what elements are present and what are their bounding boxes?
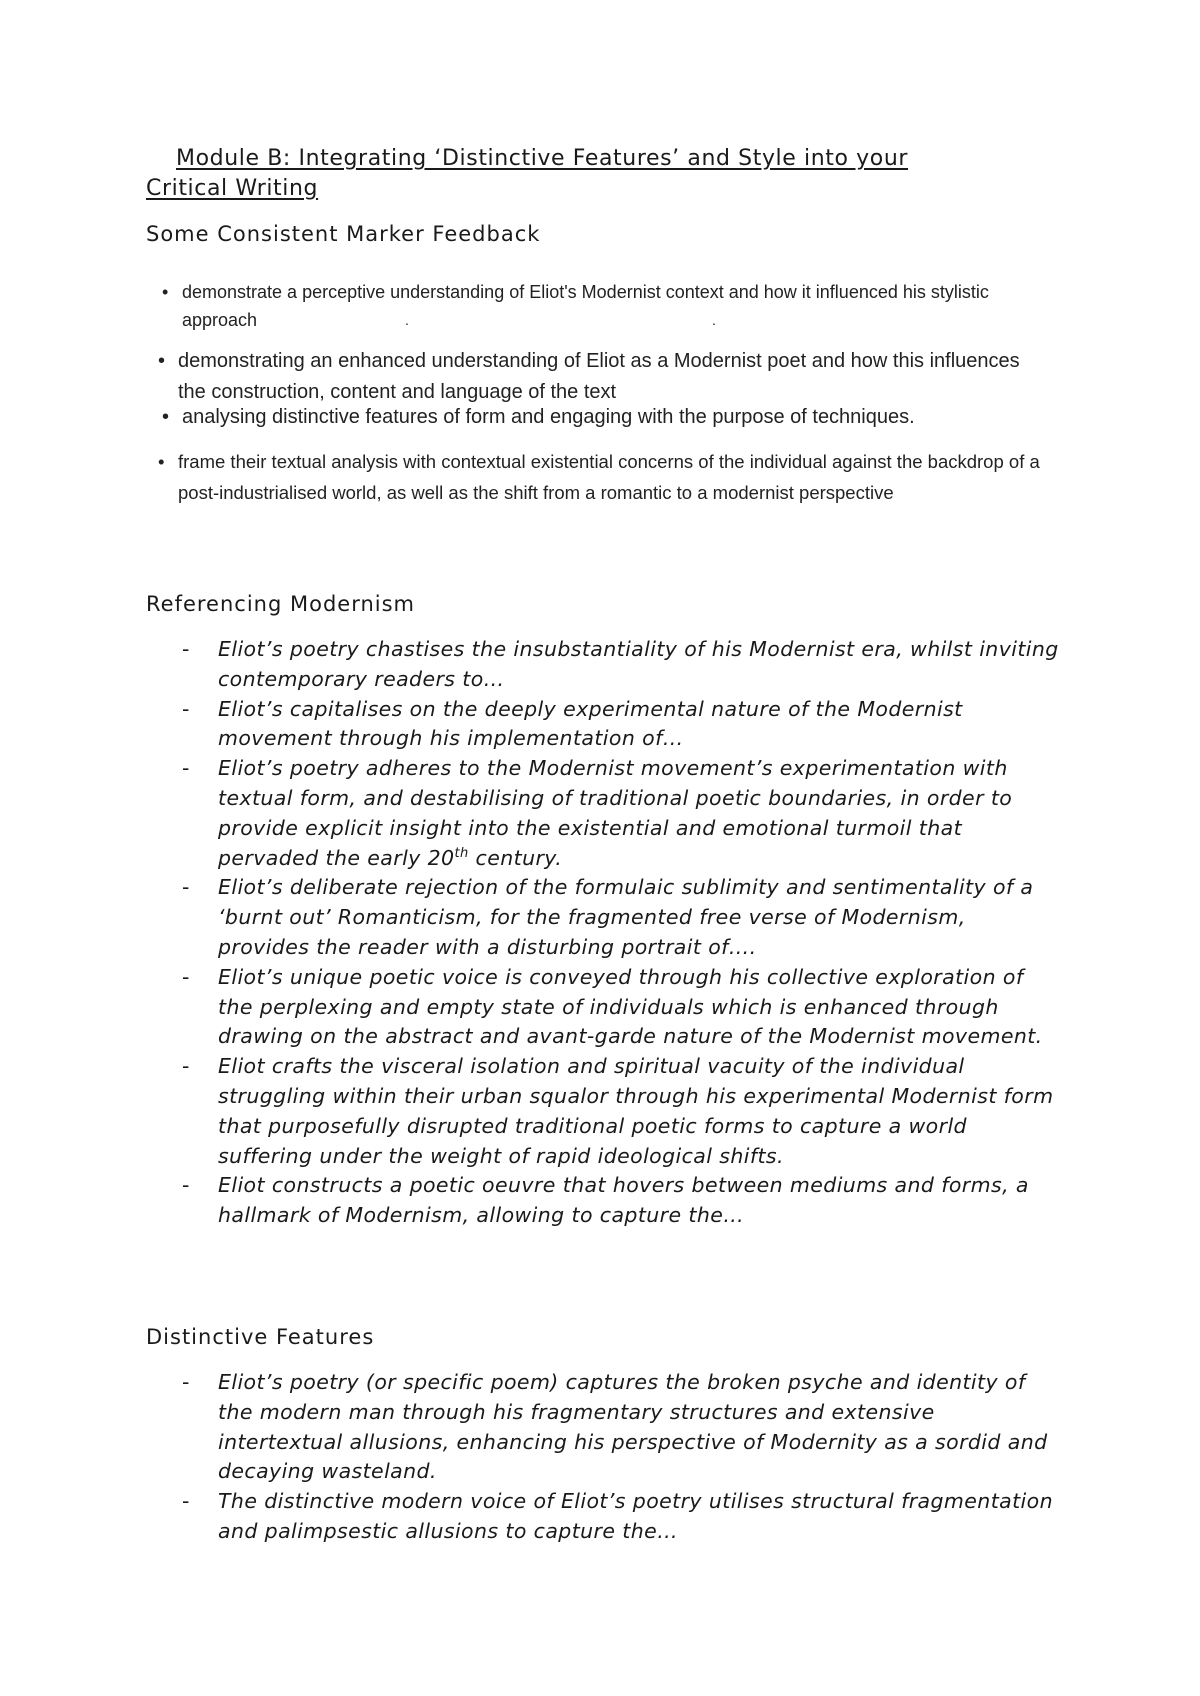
list-item: - Eliot’s capitalises on the deeply experimental nature of the Modernist movement through his implementation of… xyxy=(182,695,1062,755)
stray-mark: . xyxy=(712,312,716,328)
feedback-list-1 xyxy=(162,278,1022,334)
distinctive-heading: Distinctive Features xyxy=(146,1325,375,1349)
modernism-heading: Referencing Modernism xyxy=(146,592,416,616)
list-item xyxy=(182,754,1062,873)
feedback-list-3 xyxy=(162,402,1042,432)
list-item: - Eliot’s deliberate rejection of the formulaic sublimity and sentimentality of a ‘burnt out’ Romanticism, for the fragmented free verse of Modernism, provides the reader with a disturbing portrait of…. xyxy=(182,873,1062,962)
list-item: - Eliot’s poetry chastises the insubstantiality of his Modernist era, whilst inviting contemporary readers to… xyxy=(182,635,1062,695)
list-item-text: Eliot’s poetry adheres to the Modernist movement’s experimentation with textual form, and destabilising of traditional poetic boundaries, in order to provide explicit insight into the existential and emotional turmoil that pervaded the early 20 xyxy=(218,756,1013,870)
feedback-heading: Some Consistent Marker Feedback xyxy=(146,222,541,246)
stray-mark: . xyxy=(405,312,409,328)
list-item: - Eliot crafts the visceral isolation and spiritual vacuity of the individual struggling within their urban squalor through his experimental Modernist form that purposefully disrupted traditional poetic forms to capture a world suffering under the weight of rapid ideological shifts. xyxy=(182,1052,1062,1171)
list-item-text: century. xyxy=(468,845,563,870)
modernism-list xyxy=(182,635,1062,1231)
feedback-list-2 xyxy=(158,346,1038,408)
feedback-item: • frame their textual analysis with contextual existential concerns of the individual against the backdrop of a post-industrialised world, as well as the shift from a romantic to a modernist perspective xyxy=(158,446,1058,508)
list-item: - Eliot’s poetry (or specific poem) captures the broken psyche and identity of the modern man through his fragmentary structures and extensive intertextual allusions, enhancing his perspective of Modernity as a sordid and decaying wasteland. xyxy=(182,1368,1062,1487)
feedback-item: • demonstrate a perceptive understanding of Eliot's Modernist context and how it influenced his stylistic approach xyxy=(162,278,1022,334)
title-line-2: Critical Writing xyxy=(146,176,319,201)
document-title xyxy=(146,144,1026,204)
list-item: - Eliot constructs a poetic oeuvre that hovers between mediums and forms, a hallmark of Modernism, allowing to capture the… xyxy=(182,1171,1062,1231)
ordinal-suffix: th xyxy=(454,845,469,861)
list-item: - Eliot’s unique poetic voice is conveyed through his collective exploration of the perplexing and empty state of individuals which is enhanced through drawing on the abstract and avant-garde nature of the Modernist movement. xyxy=(182,963,1062,1052)
list-item: - The distinctive modern voice of Eliot’s poetry utilises structural fragmentation and palimpsestic allusions to capture the… xyxy=(182,1487,1062,1547)
title-line-1: Module B: Integrating ‘Distinctive Features’ and Style into your xyxy=(176,146,909,171)
distinctive-list xyxy=(182,1368,1062,1547)
feedback-item: • analysing distinctive features of form and engaging with the purpose of techniques. xyxy=(162,402,1042,432)
feedback-item: • demonstrating an enhanced understanding of Eliot as a Modernist poet and how this influences the construction, content and language of the text xyxy=(158,346,1038,408)
feedback-list-4 xyxy=(158,446,1058,508)
